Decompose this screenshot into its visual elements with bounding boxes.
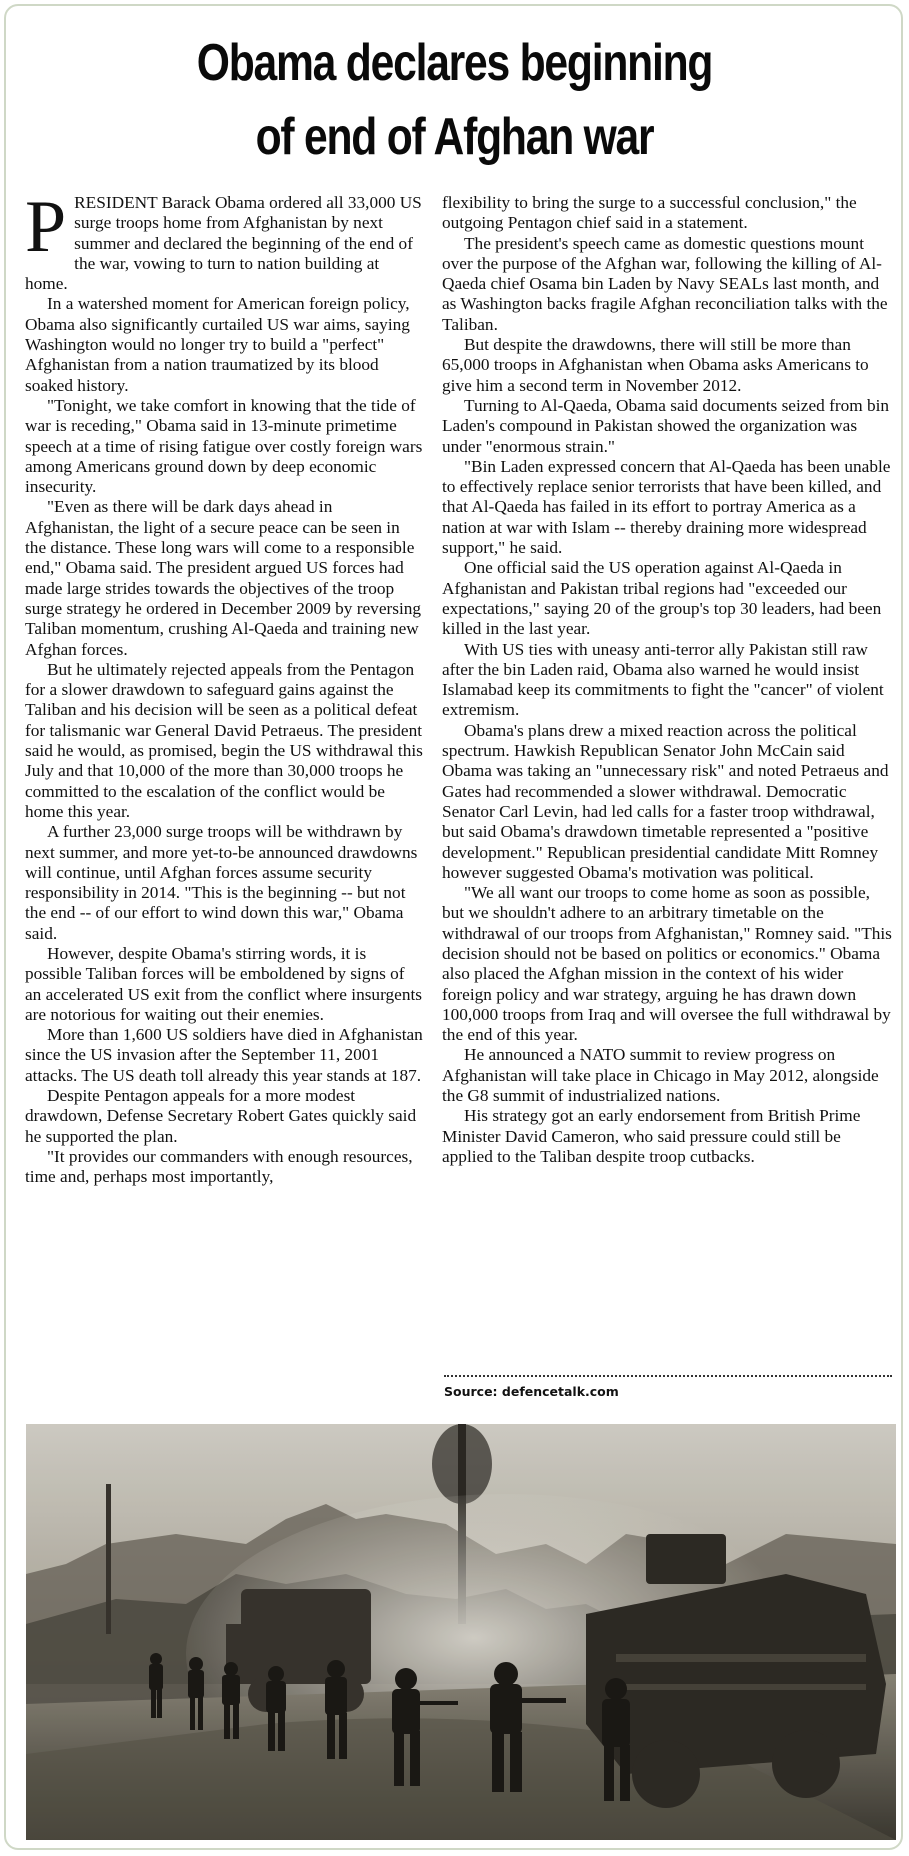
article-paragraph: "It provides our commanders with enough resources, time and, perhaps most importantly,: [25, 1146, 413, 1187]
article-paragraph: "We all want our troops to come home as soon as possible, but we shouldn't adhere to an arbitrary timetable on the withdrawal of our troops from Afghanistan," Romney said. "This decision should not be based on politics or economics." Obama also placed the Afghan mission in the context of his wider foreign policy and war strategy, arguing he has drawn down 100,000 troops from Iraq and will oversee the full withdrawal by the end of this year.: [442, 883, 892, 1045]
article-paragraph: In a watershed moment for American foreign policy, Obama also significantly curtailed US war aims, saying Washington would no longer try to build a "perfect" Afghanistan from a nation traumatized by its blood soaked history.: [25, 294, 410, 395]
article-paragraph: "Bin Laden expressed concern that Al-Qaeda has been unable to effectively replace senior terrorists that have been killed, and that Al-Qaeda has failed in its effort to portray America as a nation at war with Islam -- thereby draining more widespread support," he said.: [442, 456, 891, 558]
article-paragraph: Turning to Al-Qaeda, Obama said documents seized from bin Laden's compound in Pakistan showed the organization was under "enormous strain.": [442, 395, 890, 456]
source-divider: [444, 1375, 892, 1377]
article-paragraph: With US ties with uneasy anti-terror ally Pakistan still raw after the bin Laden raid, Obama also warned he would insist Islamabad keep its commitments to fight the "cancer" of violent extremism.: [442, 639, 884, 720]
headline-line-1: Obama declares beginning: [196, 34, 713, 92]
article-paragraph: Obama's plans drew a mixed reaction across the political spectrum. Hawkish Republican Senator John McCain said Obama was taking an "unnecessary risk" and noted Petraeus and Gates had recommended a slower withdrawal. Democratic Senator Carl Levin, had led calls for a faster troop withdrawal, but said Obama's drawdown timetable represented a "positive development." Republican presidential candidate Mitt Romney however suggested Obama's motivation was political.: [442, 720, 889, 882]
article-paragraph: His strategy got an early endorsement from British Prime Minister David Cameron, who said pressure could still be applied to the Taliban despite troop cutbacks.: [442, 1106, 861, 1166]
article-paragraph: He announced a NATO summit to review progress on Afghanistan will take place in Chicago in May 2012, alongside the G8 summit of industrialized nations.: [442, 1045, 879, 1106]
article-paragraph: "Even as there will be dark days ahead in Afghanistan, the light of a secure peace can be seen in the distance. These long wars will come to a responsible end," Obama said. The president argued US forces had made large strides towards the objectives of the troop surge strategy he ordered in December 2009 by reversing Taliban momentum, crushing Al-Qaeda and training new Afghan forces.: [25, 497, 422, 659]
article-paragraph: flexibility to bring the surge to a successful conclusion," the outgoing Pentagon chief said in a statement.: [442, 193, 857, 233]
article-paragraph: But despite the drawdowns, there will still be more than 65,000 troops in Afghanistan when Obama asks Americans to give him a second term in November 2012.: [442, 335, 869, 395]
article-paragraph: Despite Pentagon appeals for a more modest drawdown, Defense Secretary Robert Gates quickly said he supported the plan.: [25, 1086, 417, 1146]
article-paragraph: The president's speech came as domestic questions mount over the purpose of the Afghan war, following the killing of Al-Qaeda chief Osama bin Laden by Navy SEALs last month, and as Washington backs fragile Afghan reconciliation talks with the Taliban.: [442, 233, 888, 334]
soldiers-photo: [26, 1424, 896, 1840]
article-paragraph: However, despite Obama's stirring words, it is possible Taliban forces will be emboldened by signs of an accelerated US exit from the conflict where insurgents are notorious for waiting out their enemies.: [25, 943, 422, 1024]
paragraph-text: RESIDENT Barack Obama ordered all 33,000 US surge troops home from Afghanistan by next summer and declared the beginning of the end of the war, vowing to turn to nation building at home.: [25, 193, 422, 294]
headline: [98, 26, 811, 174]
article-paragraph: "Tonight, we take comfort in knowing that the tide of war is receding," Obama said in 13-minute primetime speech at a time of rising fatigue over costly foreign wars among Americans ground down by deep economic insecurity.: [25, 395, 423, 497]
article-column-right: [442, 193, 894, 1167]
article-paragraph: A further 23,000 surge troops will be withdrawn by next summer, and more yet-to-be announced drawdowns will continue, until Afghan forces assume security responsibility in 2014. "This is the beginning -- but not the end -- of our effort to wind down this war," Obama said.: [25, 822, 418, 943]
article-column-left: [25, 186, 423, 1188]
article-paragraph: But he ultimately rejected appeals from the Pentagon for a slower drawdown to safeguard gains against the Taliban and his decision will be seen as a political defeat for talismanic war General David Petraeus. The president said he would, as promised, begin the US withdrawal this July and that 10,000 of the more than 30,000 troops he committed to the escalation of the conflict would be home this year.: [25, 659, 423, 821]
article-paragraph: [25, 186, 423, 294]
headline-line-2: of end of Afghan war: [255, 108, 654, 166]
article-paragraph: One official said the US operation against Al-Qaeda in Afghanistan and Pakistan tribal regions had "exceeded our expectations," saying 20 of the group's top 30 leaders, had been killed in the last year.: [442, 558, 882, 639]
soldiers-photo-illustration: [26, 1424, 896, 1840]
article-paragraph: More than 1,600 US soldiers have died in Afghanistan since the US invasion after the September 11, 2001 attacks. The US death toll already this year stands at 187.: [25, 1025, 423, 1085]
source-credit: Source: defencetalk.com: [444, 1384, 619, 1399]
drop-cap: P: [25, 186, 67, 268]
